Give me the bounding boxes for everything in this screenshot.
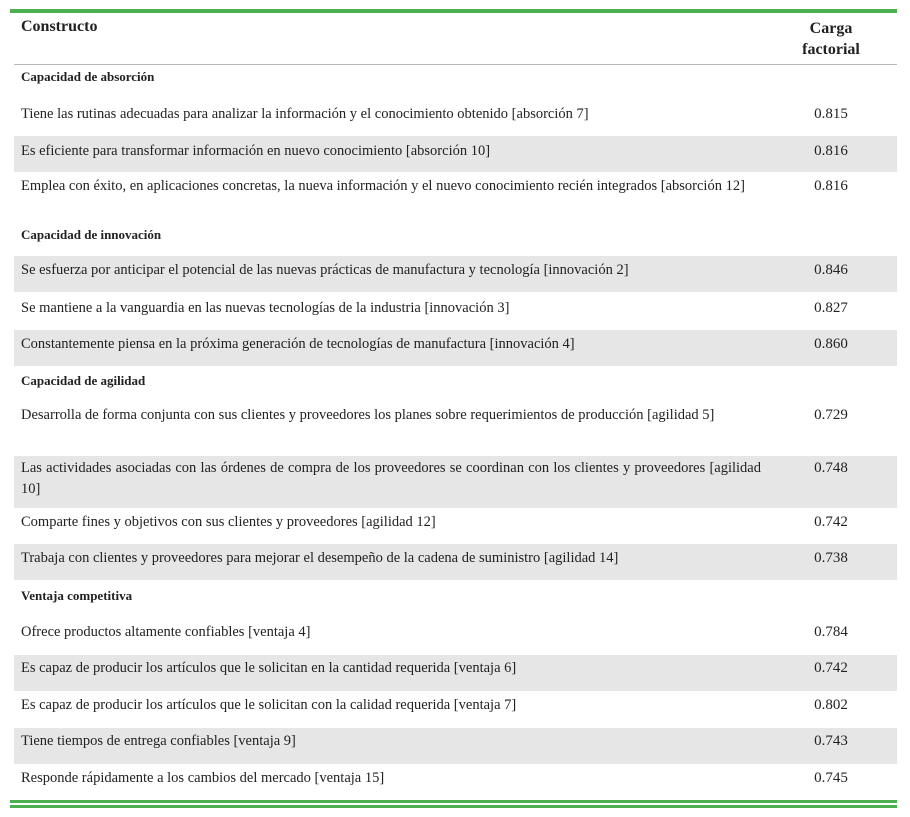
item-value: 0.745 [814,770,848,786]
item-value: 0.743 [814,733,848,749]
table-row [14,691,897,727]
item-text: Constantemente piensa en la próxima generación de tecnologías de manufactura [innovación 4] [21,336,575,352]
table-row [14,544,897,580]
item-text: Es capaz de producir los artículos que le solicitan con la calidad requerida [ventaja 7] [21,697,517,713]
item-value: 0.748 [814,460,848,476]
item-value: 0.860 [814,336,848,352]
bottom-rule [10,800,897,803]
table-row [14,618,897,654]
item-value: 0.738 [814,550,848,566]
item-text: Tiene las rutinas adecuadas para analizar la información y el conocimiento obtenido [absorción 7] [21,106,589,122]
section-title: Capacidad de absorción [21,69,155,84]
item-text: Desarrolla de forma conjunta con sus clientes y proveedores los planes sobre requerimientos de producción [agilidad 5] [21,407,715,423]
item-text: Las actividades asociadas con las órdenes de compra de los proveedores se coordinan con los clientes y proveedores [agilidad 10] [21,460,761,497]
item-text: Es eficiente para transformar información en nuevo conocimiento [absorción 10] [21,143,491,159]
item-text: Se mantiene a la vanguardia en las nuevas tecnologías de la industria [innovación 3] [21,300,510,316]
item-value: 0.816 [814,143,848,159]
table-row [14,330,897,366]
top-rule [10,9,897,13]
item-value: 0.815 [814,106,848,122]
item-value: 0.729 [814,407,848,423]
table-row [14,98,897,134]
table-row [14,294,897,330]
item-text: Comparte fines y objetivos con sus clientes y proveedores [agilidad 12] [21,514,436,530]
item-value: 0.742 [814,514,848,530]
table-row [14,728,897,764]
item-text: Trabaja con clientes y proveedores para mejorar el desempeño de la cadena de suministro [agilidad 14] [21,550,619,566]
table-row [14,136,897,172]
table-row [14,508,897,544]
factor-loading-table [14,14,897,786]
item-value: 0.802 [814,697,848,713]
table-header [14,14,897,65]
item-value: 0.846 [814,262,848,278]
item-value: 0.742 [814,660,848,676]
item-value: 0.784 [814,624,848,640]
item-text: Se esfuerza por anticipar el potencial de las nuevas prácticas de manufactura y tecnología [innovación 2] [21,262,629,278]
item-text: Ofrece productos altamente confiables [ventaja 4] [21,624,311,640]
header-loading: Carga factorial [802,20,860,58]
item-text: Tiene tiempos de entrega confiables [ventaja 9] [21,733,296,749]
table-row [14,174,897,228]
item-value: 0.827 [814,300,848,316]
table-row [14,655,897,691]
item-text: Responde rápidamente a los cambios del mercado [ventaja 15] [21,770,385,786]
table-row [14,764,897,800]
table-row [14,456,897,508]
item-text: Emplea con éxito, en aplicaciones concretas, la nueva información y el nuevo conocimiento recién integrados [absorción 12] [21,178,745,194]
header-construct: Constructo [21,18,98,35]
bottom-rule [10,805,897,808]
section-title: Capacidad de agilidad [21,373,146,388]
table-row [14,402,897,456]
item-value: 0.816 [814,178,848,194]
section-title: Capacidad de innovación [21,227,162,242]
section-title: Ventaja competitiva [21,588,133,603]
item-text: Es capaz de producir los artículos que le solicitan en la cantidad requerida [ventaja 6] [21,660,517,676]
table-row [14,256,897,292]
